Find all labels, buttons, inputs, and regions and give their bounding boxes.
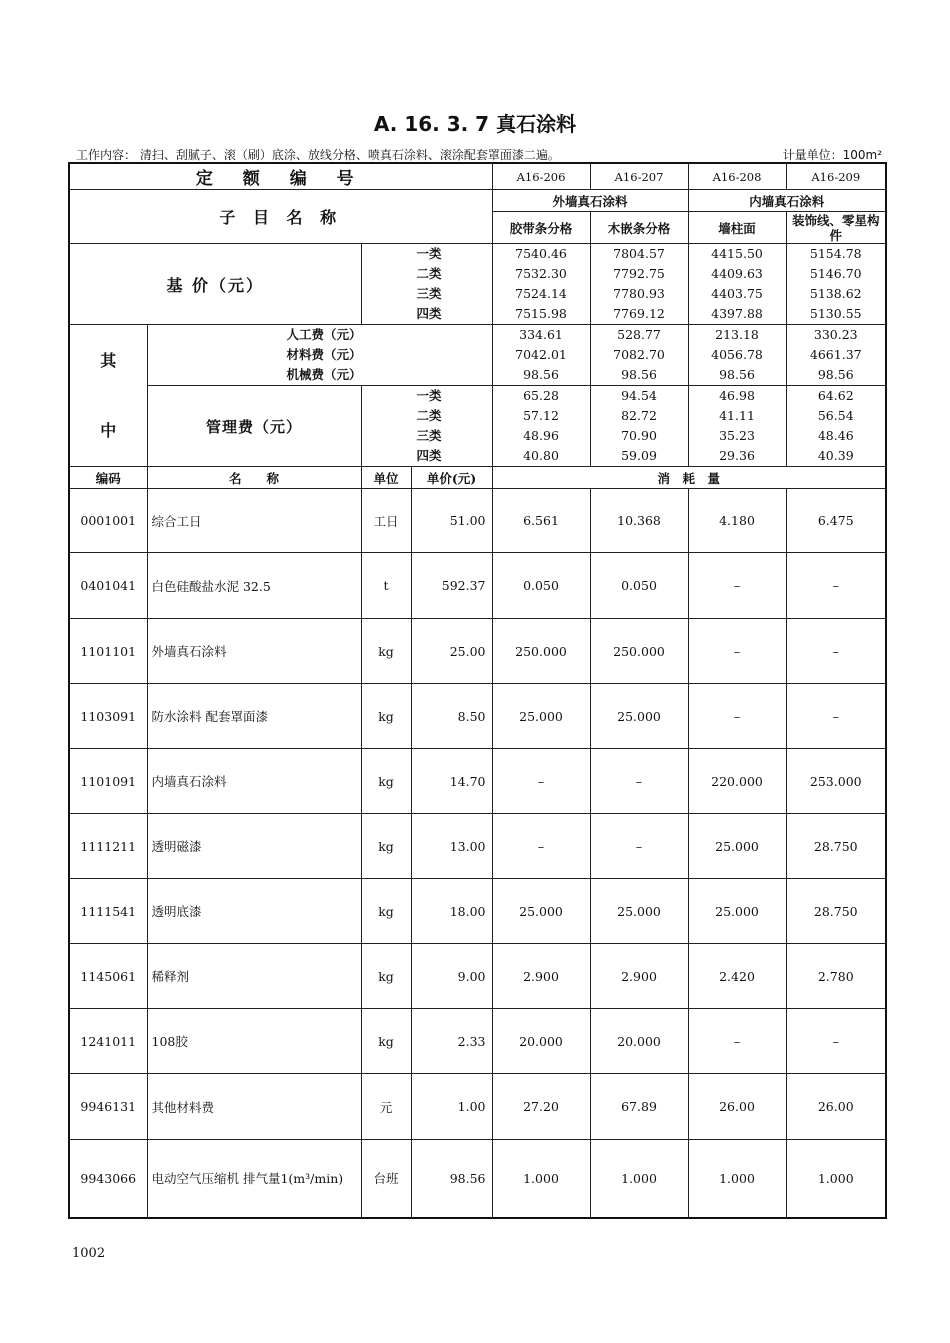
fee-value: 7042.01	[515, 347, 567, 362]
row-name: 综合工日	[147, 489, 361, 553]
row-unit: kg	[361, 749, 411, 814]
row-qty: 0.050	[590, 553, 688, 619]
base-price-label: 基 价（元）	[69, 244, 361, 325]
table-row	[69, 619, 886, 684]
quota-no-label: 定 额 编 号	[69, 163, 492, 190]
class-label: 四类	[416, 448, 442, 463]
row-unit: kg	[361, 879, 411, 944]
class-label: 四类	[416, 306, 442, 321]
quota-code: A16-206	[492, 163, 590, 190]
row-unit: kg	[361, 814, 411, 879]
row-code: 1241011	[69, 1009, 147, 1074]
row-unit: kg	[361, 684, 411, 749]
row-qty: –	[688, 684, 786, 749]
mgmt-value: 65.28	[523, 388, 559, 403]
row-qty: 1.000	[590, 1140, 688, 1218]
table-row	[69, 1140, 886, 1218]
mgmt-value: 40.39	[817, 448, 854, 463]
table-row	[69, 879, 886, 944]
row-price: 9.00	[411, 944, 492, 1009]
group-outer-wall: 外墙真石涂料	[492, 190, 688, 212]
mgmt-value: 40.80	[523, 448, 559, 463]
row-qty: –	[688, 619, 786, 684]
row-qty: 6.561	[492, 489, 590, 553]
fee-col	[688, 325, 786, 386]
price-value: 7780.93	[613, 286, 665, 301]
mgmt-value: 35.23	[719, 428, 755, 443]
row-qty: 220.000	[688, 749, 786, 814]
row-name: 108胶	[147, 1009, 361, 1074]
col-header-code: 编码	[69, 467, 147, 489]
mgmt-value: 94.54	[621, 388, 657, 403]
row-code: 1111541	[69, 879, 147, 944]
fee-value: 334.61	[519, 327, 563, 342]
price-value: 7532.30	[515, 266, 567, 281]
mgmt-classes	[361, 386, 492, 467]
price-value: 4397.88	[711, 306, 763, 321]
row-qty: –	[786, 684, 886, 749]
mgmt-value: 48.46	[817, 428, 854, 443]
fee-labels	[147, 325, 492, 386]
row-name: 透明底漆	[147, 879, 361, 944]
table-row	[69, 1074, 886, 1140]
page-number: 1002	[72, 1246, 106, 1261]
row-name: 电动空气压缩机 排气量1(m³/min)	[147, 1140, 361, 1218]
row-qty: 250.000	[590, 619, 688, 684]
row-qty: 20.000	[492, 1009, 590, 1074]
class-label: 一类	[416, 388, 442, 403]
row-qty: 27.20	[492, 1074, 590, 1140]
table-row	[69, 814, 886, 879]
fee-col	[786, 325, 886, 386]
row-qty: –	[786, 619, 886, 684]
fee-col	[492, 325, 590, 386]
mgmt-col	[688, 386, 786, 467]
row-qty: 25.000	[590, 879, 688, 944]
fee-value: 330.23	[813, 327, 858, 342]
row-unit: kg	[361, 944, 411, 1009]
row-qty: 26.00	[786, 1074, 886, 1140]
row-qty: 1.000	[492, 1140, 590, 1218]
row-qty: 1.000	[786, 1140, 886, 1218]
row-qty: 1.000	[688, 1140, 786, 1218]
row-qty: –	[786, 553, 886, 619]
mgmt-col	[786, 386, 886, 467]
row-qty: 25.000	[492, 879, 590, 944]
row-name: 稀释剂	[147, 944, 361, 1009]
row-qty: 253.000	[786, 749, 886, 814]
row-qty: 2.900	[590, 944, 688, 1009]
class-label: 二类	[416, 408, 442, 423]
table-row	[69, 944, 886, 1009]
fee-value: 4661.37	[809, 347, 862, 362]
row-qty: 2.900	[492, 944, 590, 1009]
price-value: 4403.75	[711, 286, 763, 301]
row-price: 51.00	[411, 489, 492, 553]
row-qty: –	[492, 814, 590, 879]
row-price: 13.00	[411, 814, 492, 879]
row-name: 其他材料费	[147, 1074, 361, 1140]
row-price: 18.00	[411, 879, 492, 944]
row-qty: 6.475	[786, 489, 886, 553]
row-qty: 25.000	[590, 684, 688, 749]
labor-fee-label: 人工费（元）	[286, 327, 362, 342]
fee-value: 4056.78	[711, 347, 763, 362]
material-fee-label: 材料费（元）	[286, 347, 362, 362]
mgmt-value: 46.98	[719, 388, 755, 403]
quota-code: A16-207	[590, 163, 688, 190]
among-label-top: 其	[100, 350, 117, 370]
sub-name: 装饰线、零星构件	[786, 212, 886, 244]
col-header-price: 单价(元)	[411, 467, 492, 489]
base-price-col	[590, 244, 688, 325]
price-value: 4409.63	[711, 266, 763, 281]
row-code: 9943066	[69, 1140, 147, 1218]
row-unit: 元	[361, 1074, 411, 1140]
row-name: 内墙真石涂料	[147, 749, 361, 814]
row-price: 592.37	[411, 553, 492, 619]
table-row	[69, 553, 886, 619]
row-qty: 10.368	[590, 489, 688, 553]
fee-value: 213.18	[715, 327, 759, 342]
row-unit: kg	[361, 619, 411, 684]
row-name: 外墙真石涂料	[147, 619, 361, 684]
class-label: 二类	[416, 266, 442, 281]
price-value: 7515.98	[515, 306, 567, 321]
row-qty: –	[688, 553, 786, 619]
quota-table	[68, 162, 887, 1219]
machine-fee-label: 机械费（元）	[286, 367, 362, 382]
row-code: 9946131	[69, 1074, 147, 1140]
base-price-classes	[361, 244, 492, 325]
fee-value: 98.56	[817, 367, 854, 382]
fee-value: 98.56	[621, 367, 657, 382]
fee-value: 98.56	[719, 367, 755, 382]
price-value: 7804.57	[613, 246, 665, 261]
row-price: 1.00	[411, 1074, 492, 1140]
row-code: 1103091	[69, 684, 147, 749]
row-qty: –	[688, 1009, 786, 1074]
row-code: 1145061	[69, 944, 147, 1009]
row-qty: 4.180	[688, 489, 786, 553]
row-qty: 67.89	[590, 1074, 688, 1140]
col-header-name: 名 称	[147, 467, 361, 489]
fee-col	[590, 325, 688, 386]
row-price: 14.70	[411, 749, 492, 814]
row-price: 98.56	[411, 1140, 492, 1218]
table-row	[69, 684, 886, 749]
row-qty: 25.000	[688, 879, 786, 944]
row-qty: –	[492, 749, 590, 814]
price-value: 5130.55	[809, 306, 862, 321]
group-inner-wall: 内墙真石涂料	[688, 190, 886, 212]
price-value: 4415.50	[711, 246, 763, 261]
mgmt-value: 64.62	[817, 388, 854, 403]
col-header-unit: 单位	[361, 467, 411, 489]
unit-note: 计量单位：100m²	[782, 148, 882, 162]
mgmt-value: 82.72	[621, 408, 657, 423]
row-price: 25.00	[411, 619, 492, 684]
mgmt-col	[590, 386, 688, 467]
page-title: A. 16. 3. 7 真石涂料	[373, 112, 577, 136]
table-row	[69, 489, 886, 553]
table-row	[69, 749, 886, 814]
among-label	[69, 325, 147, 467]
row-qty: 25.000	[688, 814, 786, 879]
row-unit: kg	[361, 1009, 411, 1074]
row-qty: 2.780	[786, 944, 886, 1009]
price-value: 7540.46	[515, 246, 567, 261]
row-code: 0401041	[69, 553, 147, 619]
row-code: 1101101	[69, 619, 147, 684]
row-name: 白色硅酸盐水泥 32.5	[147, 553, 361, 619]
quota-code: A16-209	[786, 163, 886, 190]
row-qty: 2.420	[688, 944, 786, 1009]
base-price-col	[492, 244, 590, 325]
mgmt-value: 29.36	[719, 448, 755, 463]
price-value: 5138.62	[809, 286, 862, 301]
row-code: 0001001	[69, 489, 147, 553]
row-qty: 20.000	[590, 1009, 688, 1074]
row-qty: 26.00	[688, 1074, 786, 1140]
work-content: 工作内容： 清扫、刮腻子、滚（刷）底涂、放线分格、喷真石涂料、滚涂配套罩面漆二遍。	[76, 148, 560, 162]
quota-code: A16-208	[688, 163, 786, 190]
row-qty: 28.750	[786, 879, 886, 944]
row-unit: t	[361, 553, 411, 619]
mgmt-value: 56.54	[817, 408, 854, 423]
row-code: 1111211	[69, 814, 147, 879]
class-label: 三类	[416, 286, 442, 301]
mgmt-value: 70.90	[621, 428, 657, 443]
row-qty: 25.000	[492, 684, 590, 749]
table-row	[69, 1009, 886, 1074]
price-value: 5154.78	[809, 246, 862, 261]
col-header-consumption: 消 耗 量	[492, 467, 886, 489]
row-qty: 0.050	[492, 553, 590, 619]
row-name: 透明磁漆	[147, 814, 361, 879]
mgmt-value: 48.96	[523, 428, 559, 443]
base-price-col	[786, 244, 886, 325]
price-value: 7524.14	[515, 286, 567, 301]
base-price-col	[688, 244, 786, 325]
price-value: 5146.70	[809, 266, 862, 281]
row-unit: 台班	[361, 1140, 411, 1218]
mgmt-col	[492, 386, 590, 467]
price-value: 7769.12	[613, 306, 665, 321]
price-value: 7792.75	[613, 266, 665, 281]
row-qty: 250.000	[492, 619, 590, 684]
mgmt-value: 57.12	[523, 408, 559, 423]
row-qty: –	[590, 749, 688, 814]
item-name-label: 子 目 名 称	[69, 190, 492, 244]
row-price: 8.50	[411, 684, 492, 749]
mgmt-value: 41.11	[719, 408, 755, 423]
mgmt-fee-label: 管理费（元）	[147, 386, 361, 467]
row-qty: –	[786, 1009, 886, 1074]
mgmt-value: 59.09	[621, 448, 657, 463]
among-label-bottom: 中	[100, 420, 117, 440]
fee-value: 7082.70	[613, 347, 665, 362]
class-label: 三类	[416, 428, 442, 443]
row-name: 防水涂料 配套罩面漆	[147, 684, 361, 749]
fee-value: 528.77	[617, 327, 661, 342]
row-qty: 28.750	[786, 814, 886, 879]
row-qty: –	[590, 814, 688, 879]
class-label: 一类	[416, 246, 442, 261]
fee-value: 98.56	[523, 367, 559, 382]
row-code: 1101091	[69, 749, 147, 814]
row-price: 2.33	[411, 1009, 492, 1074]
sub-name: 木嵌条分格	[590, 212, 688, 244]
row-unit: 工日	[361, 489, 411, 553]
sub-name: 胶带条分格	[492, 212, 590, 244]
sub-name: 墙柱面	[688, 212, 786, 244]
